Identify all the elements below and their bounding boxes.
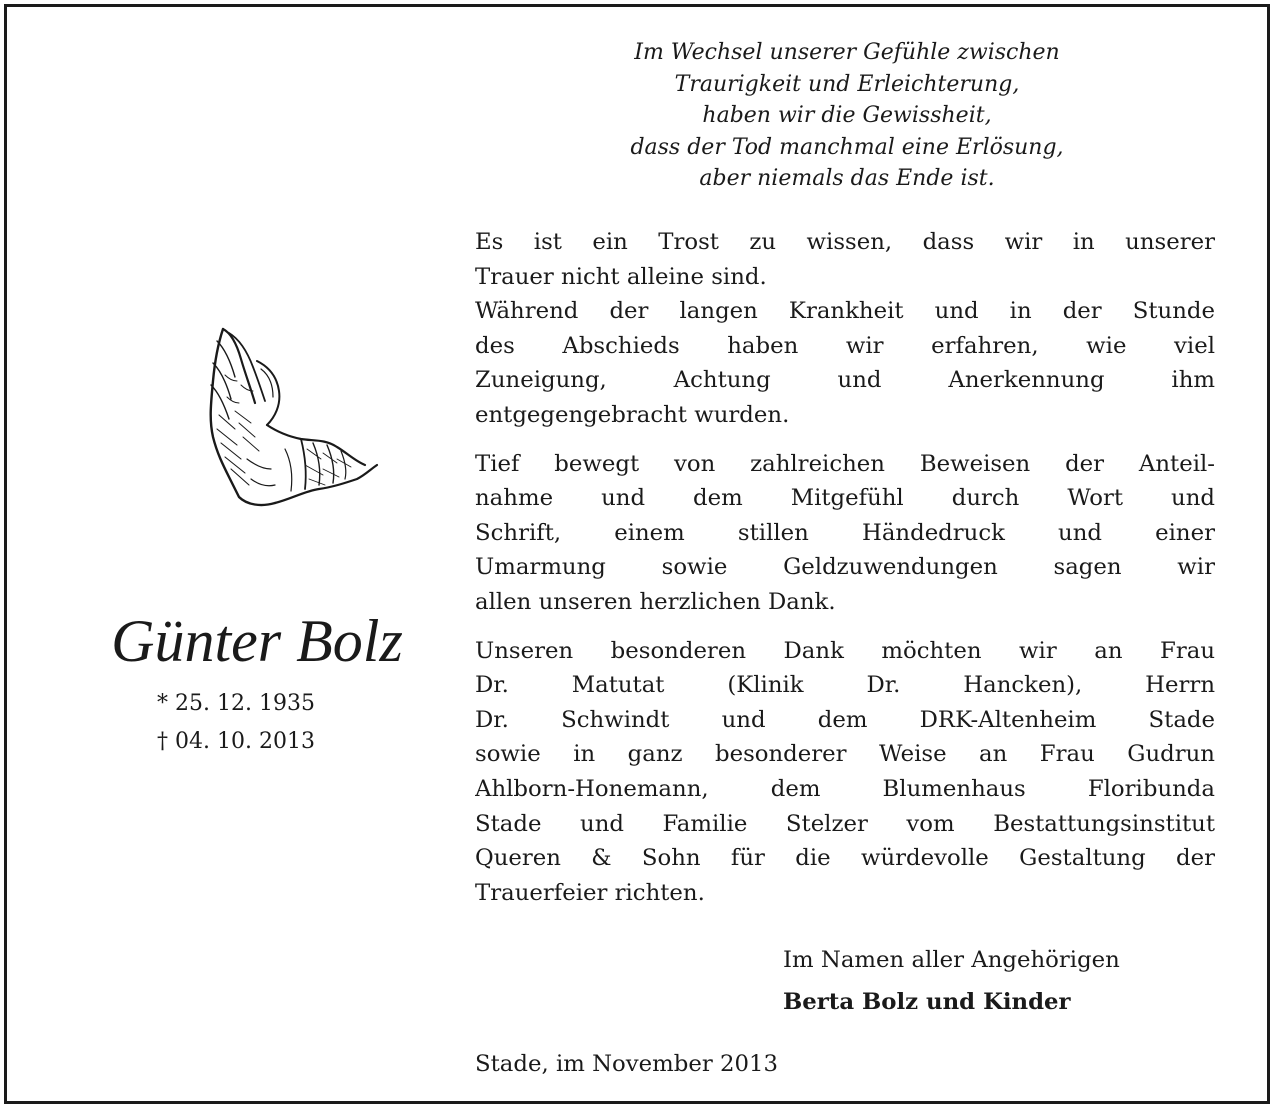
place-date: Stade, im November 2013 <box>475 1051 779 1077</box>
birth-date: * 25. 12. 1935 <box>157 691 315 716</box>
motto-line: aber niemals das Ende ist. <box>699 166 995 191</box>
signature-intro: Im Namen aller Angehörigen <box>783 947 1120 973</box>
signature-names: Berta Bolz und Kinder <box>783 989 1071 1015</box>
text-line: Unseren besonderen Dank möchten wir an Frau <box>475 637 1215 664</box>
thank-you-text <box>475 225 1215 910</box>
text-line: Dr. Matutat (Klinik Dr. Hancken), Herrn <box>475 672 1215 699</box>
paragraph <box>475 634 1215 911</box>
text-line: Dr. Schwindt und dem DRK-Altenheim Stade <box>475 706 1215 733</box>
text-line: Ahlborn-Honemann, dem Blumenhaus Floribunda <box>475 775 1215 802</box>
motto-line: haben wir die Gewissheit, <box>702 103 992 128</box>
text-line: allen unseren herzlichen Dank. <box>475 588 836 615</box>
text-line: Tief bewegt von zahlreichen Beweisen der Anteil- <box>475 450 1215 477</box>
text-line: Trauer nicht alleine sind. <box>475 263 767 290</box>
text-line: Es ist ein Trost zu wissen, dass wir in unserer <box>475 229 1215 255</box>
motto-line: Traurigkeit und Erleichterung, <box>674 71 1020 97</box>
text-line: Schrift, einem stillen Händedruck und einer <box>475 519 1215 546</box>
paragraph <box>475 225 1215 433</box>
deceased-name: Günter Bolz <box>111 608 403 674</box>
text-line: Trauerfeier richten. <box>475 879 705 906</box>
life-dates <box>157 685 377 761</box>
text-line: Zuneigung, Achtung und Anerkennung ihm <box>475 367 1215 394</box>
text-line: des Abschieds haben wir erfahren, wie viel <box>475 332 1215 359</box>
paragraph <box>475 447 1215 620</box>
text-line: nahme und dem Mitgefühl durch Wort und <box>475 485 1215 512</box>
obituary-frame <box>4 4 1270 1104</box>
text-line: Während der langen Krankheit und in der Stunde <box>475 298 1215 325</box>
text-line: Umarmung sowie Geldzuwendungen sagen wir <box>475 554 1215 581</box>
motto-line: Im Wechsel unserer Gefühle zwischen <box>634 40 1060 65</box>
motto-verse <box>567 37 1127 195</box>
motto-line: dass der Tod manchmal eine Erlösung, <box>630 134 1064 160</box>
death-date: † 04. 10. 2013 <box>157 729 315 754</box>
praying-hands-icon <box>195 319 385 519</box>
text-line: Queren & Sohn für die würdevolle Gestaltung der <box>475 845 1215 872</box>
text-line: entgegengebracht wurden. <box>475 401 790 428</box>
text-line: Stade und Familie Stelzer vom Bestattungsinstitut <box>475 810 1215 837</box>
text-line: sowie in ganz besonderer Weise an Frau Gudrun <box>475 741 1215 768</box>
